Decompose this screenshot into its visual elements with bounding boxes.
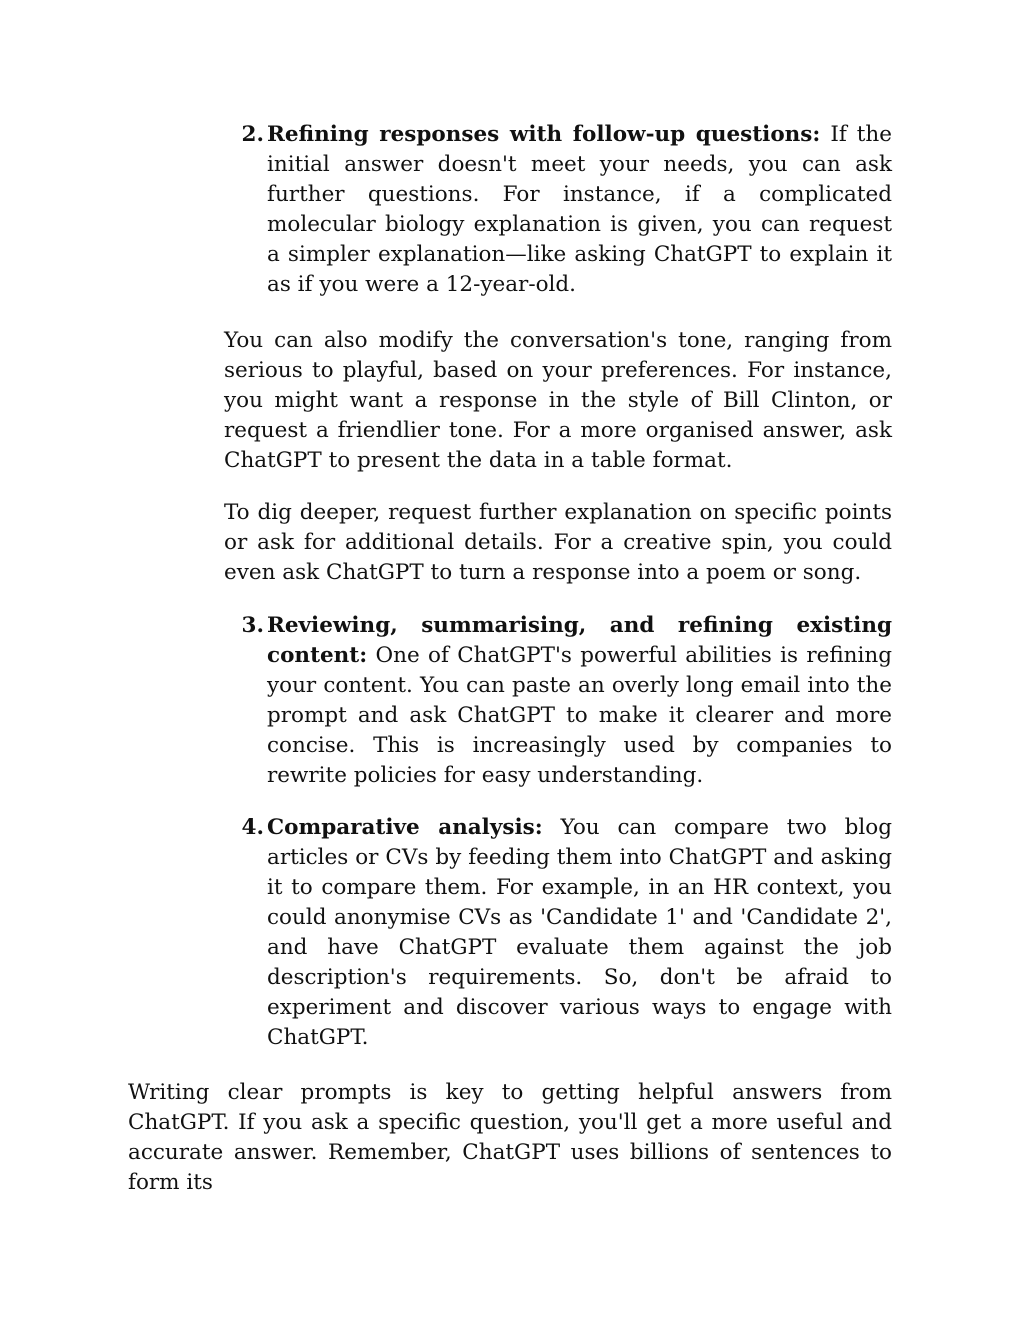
paragraph-clear-prompts: Writing clear prompts is key to getting helpful answers from ChatGPT. If you ask a specific question, you'll get a more useful and accurate answer. Remember, ChatGPT uses billions of sentences to form its [128,1080,892,1195]
list-item-text [267,120,892,300]
list-item-body: If the initial answer doesn't meet your needs, you can ask further questions. For instance, if a complicated molecular biology explanation is given, you can request a simpler explanation—like asking ChatGPT to explain it as if you were a 12-year-old. [267,122,892,297]
list-item-heading: Comparative analysis: [267,815,543,840]
list-item-heading: Reviewing, summarising, and refining existing content: [267,613,892,668]
list-item-text [267,813,892,1053]
paragraph-dig-deeper: To dig deeper, request further explanation on specific points or ask for additional details. For a creative spin, you could even ask ChatGPT to turn a response into a poem or song. [224,500,892,585]
paragraph-tone: You can also modify the conversation's tone, ranging from serious to playful, based on your preferences. For instance, you might want a response in the style of Bill Clinton, or request a friendlier tone. For a more organised answer, ask ChatGPT to present the data in a table format. [224,328,892,473]
list-number: 4. [241,815,264,840]
list-item-body: You can compare two blog articles or CVs by feeding them into ChatGPT and asking it to compare them. For example, in an HR context, you could anonymise CVs as 'Candidate 1' and 'Candidate 2', and have ChatGPT evaluate them against the job description's requirements. So, don't be afraid to experiment and discover various ways to engage with ChatGPT. [267,815,892,1050]
list-item-heading: Refining responses with follow-up questions: [267,122,821,147]
list-number: 2. [241,122,264,147]
list-number: 3. [241,613,264,638]
list-item-text [267,611,892,791]
list-item-body: One of ChatGPT's powerful abilities is refining your content. You can paste an overly long email into the prompt and ask ChatGPT to make it clearer and more concise. This is increasingly used by companies to rewrite policies for easy understanding. [267,643,892,788]
